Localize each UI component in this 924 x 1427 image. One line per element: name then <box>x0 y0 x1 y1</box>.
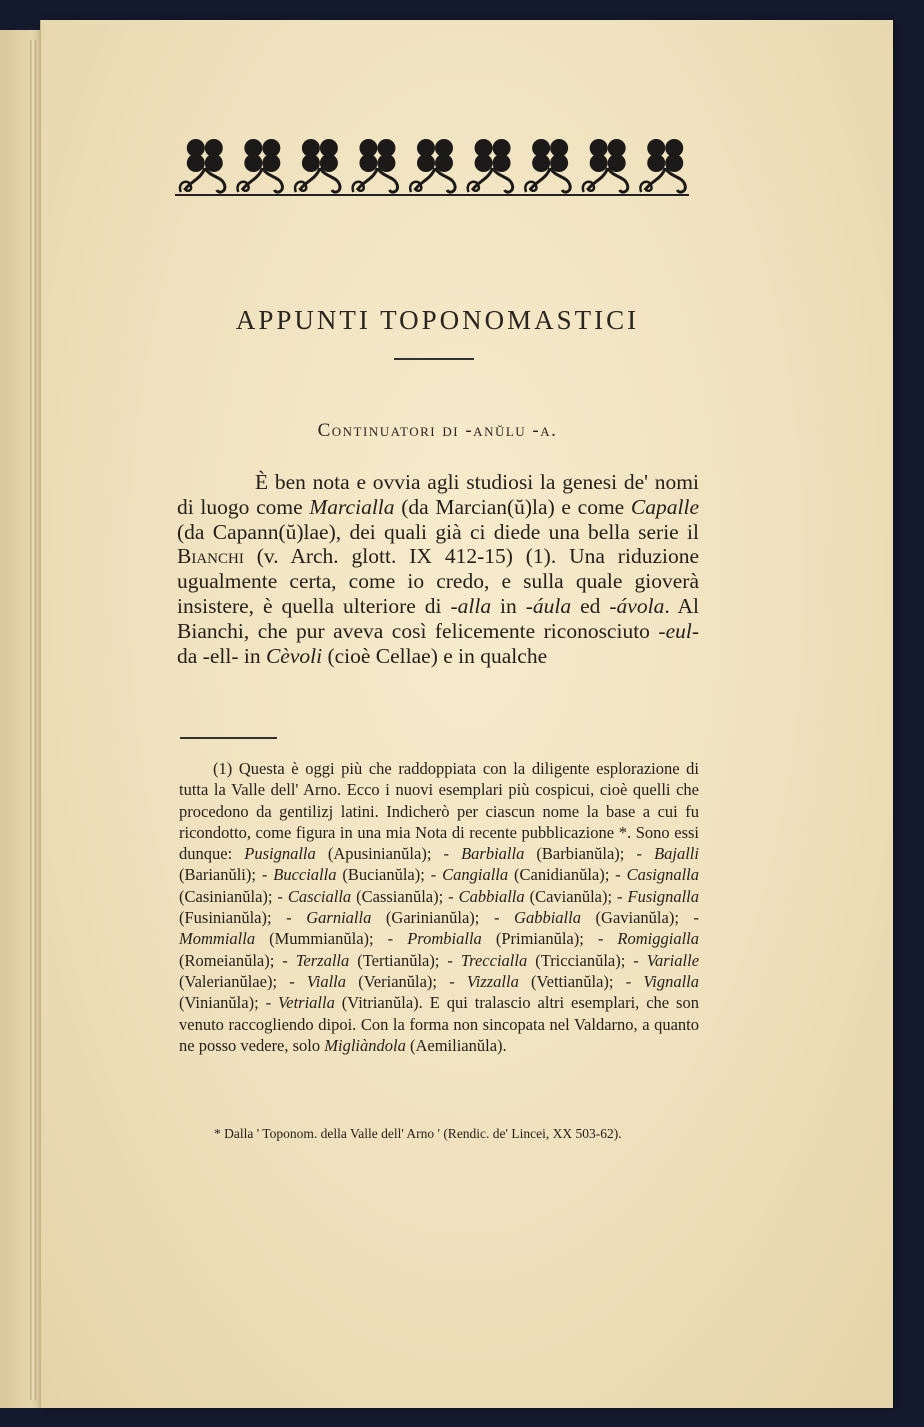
section-heading: Continuatori di -anŭlu -a. <box>317 420 558 441</box>
ornament-rule <box>175 194 689 196</box>
ornament-band <box>172 130 690 202</box>
footnote-reference: * Dalla ' Toponom. della Valle dell' Arno ' (Rendic. de' Lincei, XX 503-62). <box>214 1126 622 1141</box>
clover-scroll-icon <box>238 139 283 192</box>
clover-scroll-icon <box>640 139 685 192</box>
place-name: Capalle <box>630 494 699 519</box>
place-name: Cèvoli <box>265 643 323 668</box>
footnote-rule <box>180 737 277 739</box>
clover-scroll-icon <box>583 139 628 192</box>
place-name: Marcialla <box>309 494 395 519</box>
book-spine <box>30 40 36 1400</box>
clover-scroll-icon <box>295 139 340 192</box>
clover-scroll-icon <box>468 139 513 192</box>
title-rule <box>394 358 474 360</box>
page-title: APPUNTI TOPONOMASTICI <box>235 305 640 335</box>
clover-scroll-icon <box>525 139 570 192</box>
body-paragraph: È ben nota e ovvia agli studiosi la genesi de' nomi di luogo come Marcialla (da Marcian(ŭ)la) e come Capalle (da Capann(ŭ)lae), dei quali già ci diede una bella serie il Bianchi (v. Arch. glott. IX 412-15) (1). Una riduzione ugualmente certa, come io credo, e sulla quale gioverà insistere, è quella ulteriore di -alla in -áula ed -ávola. Al Bianchi, che pur aveva così felicemente riconosciuto -eul- da -ell- in Cèvoli (cioè Cellae) e in qualche <box>177 470 699 668</box>
clover-scroll-icon <box>353 139 398 192</box>
author-name: Bianchi <box>177 544 244 569</box>
clover-scroll-icon <box>410 139 455 192</box>
book-page <box>40 20 893 1408</box>
footnote: (1) Questa è oggi più che raddoppiata con la diligente esplorazione di tutta la Valle dell' Arno. Ecco i nuovi esemplari più cospicui, cioè quelli che procedono da gentilizj latini. Indicherò per ciascun nome la base a cui fu ricondotto, come figura in una mia Nota di recente pubblicazione *. Sono essi dunque: Pusignalla (Apusinianŭla); - Barbialla (Barbianŭla); - Bajalli (Barianŭli); - Buccialla (Bucianŭla); - Cangialla (Canidianŭla); - Casignalla (Casinianŭla); - Cascialla (Cassianŭla); - Cabbialla (Cavianŭla); - Fusignalla (Fusinianŭla); - Garnialla (Garinianŭla); - Gabbialla (Gavianŭla); - Mommialla (Mummianŭla); - Prombialla (Primianŭla); - Romiggialla (Romeianŭla); - Terzalla (Tertianŭla); - Treccialla (Triccianŭla); - Varialle (Valerianŭlae); - Vialla (Verianŭla); - Vizzalla (Vettianŭla); - Vignalla (Vinianŭla); - Vetrialla (Vitrianŭla). E qui tralascio altri esemplari, che son venuto raccogliendo dipoi. Con la forma non sincopata nel Valdarno, a quanto ne posso vedere, solo Migliàndola (Aemilianŭla). <box>179 759 700 1055</box>
clover-scroll-icon <box>180 139 225 192</box>
